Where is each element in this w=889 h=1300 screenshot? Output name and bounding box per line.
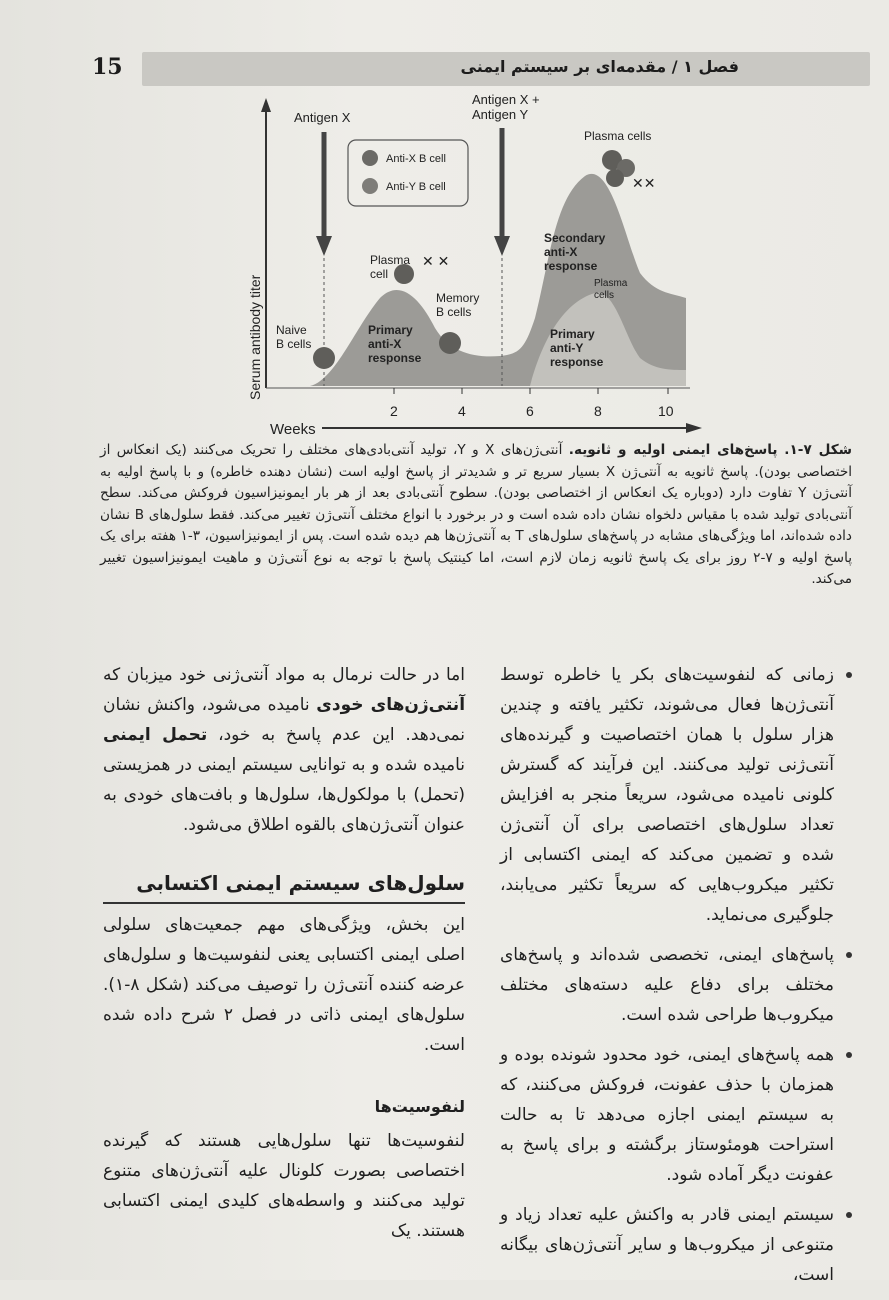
right-column	[500, 660, 852, 1300]
y-axis-arrow	[261, 98, 271, 112]
bullet-self-limiting: همه پاسخ‌های ایمنی، خود محدود شونده بوده و همزمان با حذف عفونت، فروکش می‌کنند، که به سیستم ایمنی اجازه می‌دهد تا به حالت استراحت هومئوستاز برگشته و برای پاسخ به عفونت دیگر آماده شود.	[500, 1040, 852, 1190]
antigen-xy-arrowhead	[494, 236, 510, 256]
antigen-xy-label-line1: Antigen X +	[472, 92, 540, 107]
naive-label-line1: Naive	[276, 323, 307, 337]
cell-legend-box	[348, 140, 468, 206]
legend-anti-x: Anti-X B cell	[386, 153, 446, 165]
bullet-clonal-expansion: زمانی که لنفوسیت‌های بکر یا خاطره توسط آنتی‌ژن‌ها فعال می‌شوند، تکثیر یافته و چندین هزار سلول با همان اختصاصیت و گیرنده‌های آنتی‌ژنی تولید می‌کنند. این فرآیند که گسترش کلونی نامیده می‌شود، سریعاً منجر به افزایش تعداد سلول‌های اختصاصی برای آن آنتی‌ژن شده و تضمین می‌کند که ایمنی اکتسابی از تکثیر میکروب‌هایی که سریعاً تکثیر می‌یابند، جلوگیری می‌نماید.	[500, 660, 852, 930]
antibody-cluster-icon: ✕✕	[632, 175, 656, 191]
cells-intro-paragraph: این بخش، ویژگی‌های مهم جمعیت‌های سلولی اصلی ایمنی اکتسابی یعنی لنفوسیت‌ها و سلول‌های عرضه کننده آنتی‌ژن را توصیف می‌کند (شکل ۸-۱). سلول‌های ایمنی ذاتی در فصل ۲ شرح داده شده است.	[103, 915, 465, 1055]
plasma-cells-icon-3	[606, 169, 624, 187]
x-tick-label-10: 10	[658, 403, 674, 419]
x-tick-label-6: 6	[526, 403, 534, 419]
plasma-cells-small-line1: Plasma	[594, 278, 628, 289]
antibody-icon: ✕ ✕	[422, 253, 450, 269]
plasma-label-line2: cell	[370, 267, 389, 281]
x-axis-label: Weeks	[270, 421, 316, 438]
tolerance-paragraph	[103, 660, 465, 840]
secondary-label-line1: Secondary	[544, 231, 606, 245]
x-tick-label-8: 8	[594, 403, 602, 419]
antigen-x-label: Antigen X	[294, 110, 351, 125]
immune-response-figure	[240, 88, 710, 448]
memory-b-cell-icon	[439, 332, 461, 354]
secondary-label-line3: response	[544, 259, 598, 273]
primary-y-label-line1: Primary	[550, 327, 595, 341]
primary-x-label-line1: Primary	[368, 323, 413, 337]
left-column	[103, 660, 465, 1246]
plasma-cells-label: Plasma cells	[584, 129, 652, 143]
caption-title: شکل ۷-۱. پاسخ‌های ایمنی اولیه و ثانویه.	[568, 442, 853, 458]
x-axis-arrow	[686, 423, 702, 433]
para1-mid: نامیده می‌شود، واکنش نشان نمی‌دهد. این عدم پاسخ به خود،	[103, 695, 466, 745]
primary-x-label-line3: response	[368, 351, 422, 365]
lymphocytes-paragraph: لنفوسیت‌ها تنها سلول‌هایی هستند که گیرنده اختصاصی بصورت کلونال علیه آنتی‌ژن‌های متنوع تولید می‌کنند و واسطه‌های کلیدی ایمنی اکتسابی هستند. یک	[103, 1131, 465, 1241]
plasma-cells-small-line2: cells	[594, 290, 615, 301]
para1-end: نامیده شده و به توانایی سیستم ایمنی در همزیستی (تحمل) با مولکول‌ها، سلول‌ها و بافت‌های خودی به عنوان آنتی‌ژن‌های بالقوه اطلاق می‌شود.	[103, 755, 465, 835]
primary-x-label-line2: anti-X	[368, 337, 402, 351]
antibody-titer-diagram	[240, 88, 710, 448]
naive-label-line2: B cells	[276, 337, 312, 351]
primary-y-label-line2: anti-Y	[550, 341, 584, 355]
antigen-xy-label-line2: Antigen Y	[472, 107, 529, 122]
plasma-cell-icon	[394, 264, 414, 284]
self-antigens-term: آنتی‌ژن‌های خودی	[316, 695, 466, 715]
immune-tolerance-term: تحمل ایمنی	[103, 725, 208, 745]
memory-label-line2: B cells	[436, 305, 472, 319]
secondary-label-line2: anti-X	[544, 245, 578, 259]
legend-anti-y: Anti-Y B cell	[386, 181, 446, 193]
primary-y-label-line3: response	[550, 355, 604, 369]
memory-label-line1: Memory	[436, 291, 480, 305]
section-heading: سلول‌های سیستم ایمنی اکتسابی	[103, 868, 465, 904]
caption-body: آنتی‌ژن‌های X و Y، تولید آنتی‌بادی‌های مختلف را تحریک می‌کنند (یک انعکاس از اختصاصی بودن). پاسخ ثانویه به آنتی‌ژن X بسیار سریع تر و شدیدتر از پاسخ اولیه است (نشان دهنده خاطره) و با پاسخ اولیه به آنتی‌ژن Y تفاوت دارد (دوباره یک انعکاس از اختصاصی بودن). سطوح آنتی‌بادی بعد از هر بار ایمونیزاسیون فروکش می‌کند. سطح آنتی‌بادی تولید شده با مقیاس دلخواه نشان داده شده است و در برخورد با انواع مختلف آنتی‌ژن تغییر می‌کند. فقط سلول‌های B نشان داده شده‌اند، اما ویژگی‌های مشابه در پاسخ‌های سلول‌های T به آنتی‌ژن‌ها هم دیده شده است. پس از ایمونیزاسیون، ۳-۱ هفته برای یک پاسخ اولیه و ۷-۲ روز برای یک پاسخ ثانویه زمان لازم است، اما کینتیک پاسخ با توجه به نوع آنتی‌ژن و ماهیت ایمونیزاسیون تغییر می‌کند.	[100, 442, 853, 587]
bullet-specialization: پاسخ‌های ایمنی، تخصصی شده‌اند و پاسخ‌های مختلف برای دفاع علیه دسته‌های مختلف میکروب‌ها طراحی شده است.	[500, 940, 852, 1030]
figure-caption	[100, 440, 852, 591]
bullet-diversity: سیستم ایمنی قادر به واکنش علیه تعداد زیاد و متنوعی از میکروب‌ها و سایر آنتی‌ژن‌های بیگانه است،	[500, 1200, 852, 1290]
x-tick-label-2: 2	[390, 403, 398, 419]
page-number: 15	[92, 54, 123, 80]
lymphocytes-heading: لنفوسیت‌ها	[374, 1097, 465, 1116]
y-axis-label: Serum antibody titer	[247, 274, 263, 400]
anti-x-b-cell-icon	[362, 150, 378, 166]
chapter-title: فصل ۱ / مقدمه‌ای بر سیستم ایمنی	[460, 57, 739, 76]
naive-b-cell-icon	[313, 347, 335, 369]
plasma-label-line1: Plasma	[370, 253, 411, 267]
antigen-x-arrowhead	[316, 236, 332, 256]
x-tick-label-4: 4	[458, 403, 466, 419]
para1-start: اما در حالت نرمال به مواد آنتی‌ژنی خود میزبان که	[103, 665, 465, 685]
anti-y-b-cell-icon	[362, 178, 378, 194]
